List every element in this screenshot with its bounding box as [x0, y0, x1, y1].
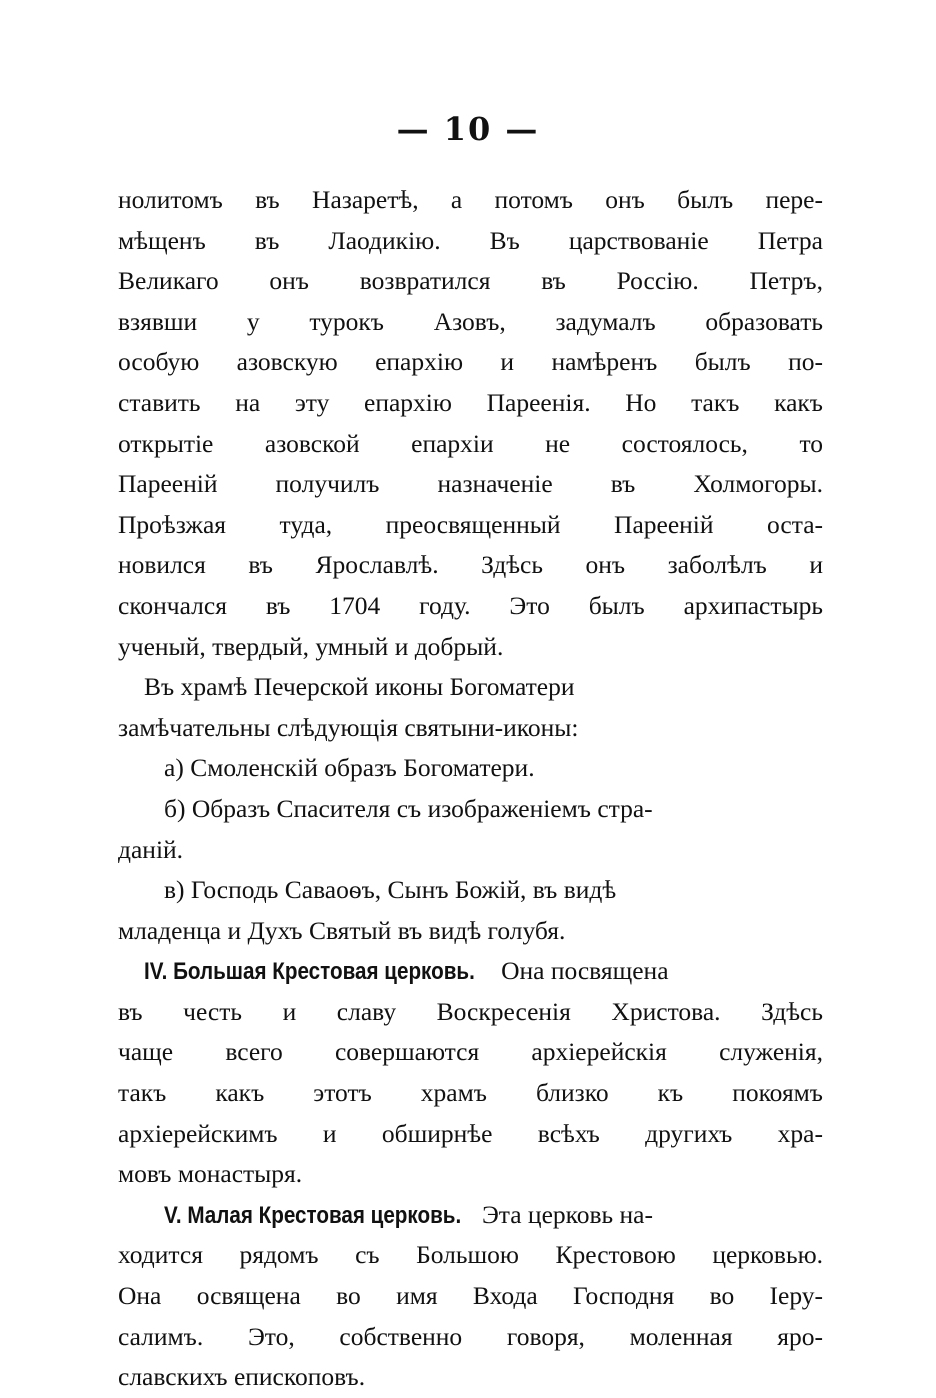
item-text: Образъ Спасителя съ изображеніемъ стра- [191, 793, 653, 823]
text-line: новился въ Ярославлѣ. Здѣсь онъ заболѣлъ и [118, 550, 823, 580]
text-line: въ честь и славу Воскресенія Христова. Здѣсь [118, 996, 823, 1026]
text-line: нолитомъ въ Назаретѣ, а потомъ онъ былъ пере- [118, 185, 823, 214]
item-text: Господь Саваоѳъ, Сынъ Божій, въ видѣ [190, 875, 617, 905]
text-line: Проѣзжая туда, преосвященный Пареенiй оста- [118, 509, 823, 539]
text-line: такъ какъ этотъ храмъ близко къ покоямъ [118, 1078, 823, 1108]
item-letter: в) [164, 875, 185, 905]
section-v-first: Эта церковь на- [481, 1199, 653, 1229]
list-item-a [118, 748, 823, 789]
text-line: ученый, твердый, умный и добрый. [118, 631, 504, 661]
body-text [118, 180, 823, 1398]
section-v-heading: V. Малая Крестовая церковь. [164, 1201, 462, 1229]
item-text: Смоленскій образъ Богоматери. [190, 753, 535, 783]
text-line: салимъ. Это, собственно говоря, моленная яро- [118, 1321, 823, 1351]
text-line: мѣщенъ въ Лаодикію. Въ царствованіе Петра [118, 225, 823, 255]
text-line: ставить на эту епархію Пареенія. Но такъ какъ [118, 387, 823, 417]
page-number: — 10 — [396, 110, 540, 148]
text-line: чаще всего совершаются архіерейскія служенія, [118, 1037, 823, 1067]
list-item-c-continued: младенца и Духъ Святый въ видѣ голубя. [118, 915, 566, 945]
text-line: Великаго онъ возвратился въ Россію. Петръ, [118, 266, 823, 296]
section-iv-heading: IV. Большая Крестовая церковь. [144, 958, 475, 986]
text-line: архіерейскимъ и обширнѣе всѣхъ другихъ хра- [118, 1118, 823, 1148]
text-line: Пареенiй получилъ назначеніе въ Холмогоры. [118, 469, 823, 499]
section-iv-first-line [118, 951, 823, 992]
item-letter: б) [164, 793, 186, 823]
relics-intro [118, 667, 823, 708]
text-line: особую азовскую епархію и намѣренъ былъ по- [118, 347, 823, 377]
text-line: мовъ монастыря. [118, 1159, 303, 1189]
text-line: Она освящена во имя Входа Господня во Іеру- [118, 1281, 823, 1311]
text-line: славскихъ епископовъ. [118, 1362, 366, 1392]
list-item-b-continued: даній. [118, 834, 184, 864]
list-item-b [118, 789, 823, 830]
item-letter: а) [164, 753, 184, 783]
list-item-c [118, 870, 823, 911]
relics-intro-continued: замѣчательны слѣдующія святыни-иконы: [118, 712, 579, 742]
text-line: ходится рядомъ съ Большою Крестовою церковью. [118, 1240, 823, 1270]
text-line: взявши у турокъ Азовъ, задумалъ образовать [118, 306, 823, 336]
relics-intro-text: Въ храмѣ Печерской иконы Богоматери [144, 672, 575, 702]
section-iv-first: Она посвящена [501, 956, 669, 986]
text-line: скончался въ 1704 году. Это былъ архипастырь [118, 590, 823, 620]
text-line: открытіе азовской епархіи не состоялось, то [118, 428, 823, 458]
section-v-first-line [118, 1195, 823, 1236]
